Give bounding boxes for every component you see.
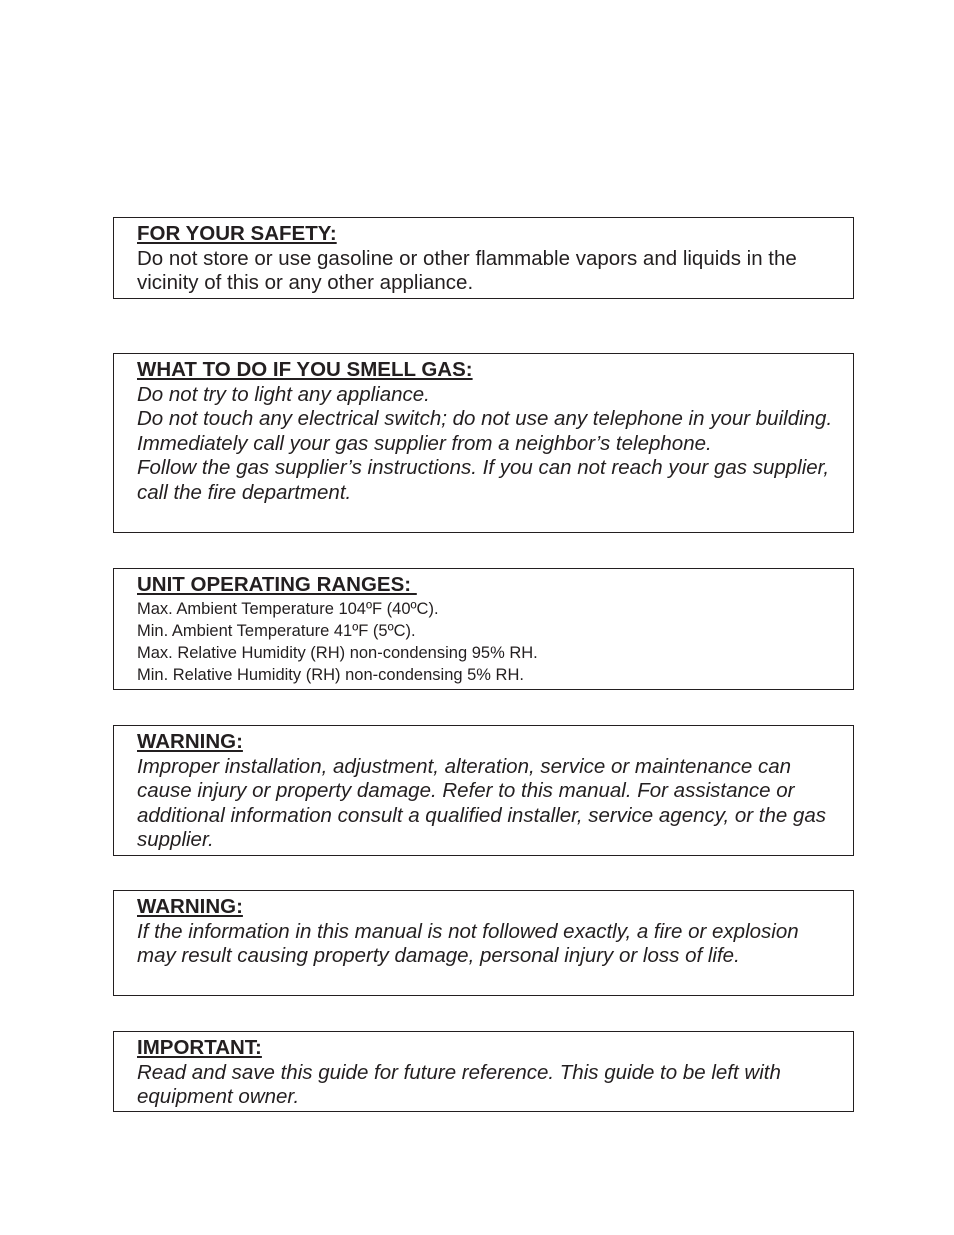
smell-gas-line: Do not try to light any appliance.: [137, 382, 430, 406]
important-title: IMPORTANT:: [137, 1036, 262, 1059]
smell-gas-notice-body: [137, 383, 843, 506]
important-text: Read and save this guide for future reference. This guide to be left with equipment owner.: [137, 1060, 781, 1108]
smell-gas-line: Do not touch any electrical switch; do not use any telephone in your building.: [137, 407, 833, 430]
warning-text: Improper installation, adjustment, alteration, service or maintenance can cause injury or property damage. Refer to this manual. For assistance or additional information consult a qualified installer, service agency, or the gas supplier.: [137, 754, 827, 851]
smell-gas-notice-title: WHAT TO DO IF YOU SMELL GAS:: [137, 358, 473, 381]
smell-gas-line: Follow the gas supplier’s instructions. If you can not reach your gas supplier, call the fire department.: [137, 456, 830, 504]
smell-gas-line: Immediately call your gas supplier from a neighbor’s telephone.: [137, 431, 712, 455]
operating-ranges-notice: [113, 568, 854, 690]
operating-range-item: Max. Ambient Temperature 104ºF (40ºC).: [137, 599, 439, 618]
operating-range-item: Min. Ambient Temperature 41ºF (5ºC).: [137, 621, 416, 640]
safety-notice-text: Do not store or use gasoline or other flammable vapors and liquids in the vicinity of this or any other appliance.: [137, 246, 797, 294]
warning-notice-fire: [113, 890, 854, 996]
smell-gas-notice: [113, 353, 854, 533]
operating-range-item: Max. Relative Humidity (RH) non-condensing 95% RH.: [137, 643, 538, 662]
warning-notice-installation: [113, 725, 854, 856]
operating-range-item: Min. Relative Humidity (RH) non-condensing 5% RH.: [137, 665, 524, 684]
operating-ranges-list: [137, 598, 843, 686]
safety-notice: [113, 217, 854, 299]
important-notice: [113, 1031, 854, 1112]
safety-notice-title: FOR YOUR SAFETY:: [137, 222, 337, 245]
warning-title: WARNING:: [137, 895, 243, 918]
warning-title: WARNING:: [137, 730, 243, 753]
warning-text: If the information in this manual is not followed exactly, a fire or explosion may result causing property damage, personal injury or loss of life.: [137, 919, 799, 967]
operating-ranges-title: UNIT OPERATING RANGES:: [137, 573, 417, 596]
